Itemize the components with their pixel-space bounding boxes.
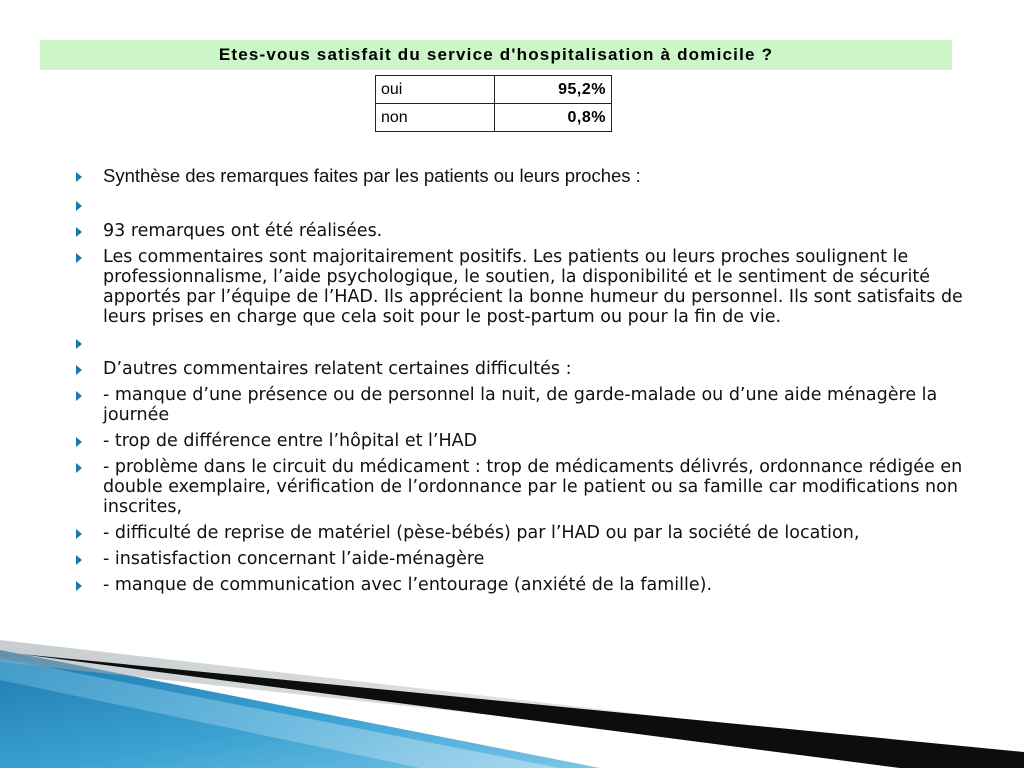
list-item — [72, 359, 964, 379]
list-item — [72, 195, 964, 215]
table-cell-label: oui — [376, 76, 495, 104]
table-cell-value: 0,8% — [495, 104, 612, 132]
list-item — [72, 385, 964, 425]
arrow-bullet-icon — [76, 555, 82, 565]
bullet-list — [72, 166, 964, 601]
arrow-bullet-icon — [76, 172, 82, 182]
list-item — [72, 431, 964, 451]
arrow-bullet-icon — [76, 463, 82, 473]
list-item-text: Synthèse des remarques faites par les patients ou leurs proches : — [103, 165, 641, 186]
list-item-text: - insatisfaction concernant l’aide-ménagère — [103, 549, 485, 569]
slide-title: Etes-vous satisfait du service d'hospitalisation à domicile ? — [40, 40, 952, 70]
arrow-bullet-icon — [76, 437, 82, 447]
list-item-text: - problème dans le circuit du médicament : trop de médicaments délivrés, ordonnance rédigée en double exemplaire, vérification de l’ordonnance par le patient ou sa famille car modifications non inscrites, — [103, 457, 963, 517]
arrow-bullet-icon — [76, 339, 82, 349]
arrow-bullet-icon — [76, 365, 82, 375]
list-item-text: 93 remarques ont été réalisées. — [103, 221, 383, 241]
list-item — [72, 221, 964, 241]
arrow-bullet-icon — [76, 581, 82, 591]
list-item — [72, 247, 964, 327]
list-item-text: Les commentaires sont majoritairement positifs. Les patients ou leurs proches soulignent le professionnalisme, l’aide psychologique, le soutien, la disponibilité et le sentiment de sécurité apportés par l’équipe de l’HAD. Ils apprécient la bonne humeur du personnel. Ils sont satisfaits de leurs prises en charge que cela soit pour le post-partum ou pour la fin de vie. — [103, 247, 963, 327]
list-item — [72, 457, 964, 517]
list-item — [72, 523, 964, 543]
arrow-bullet-icon — [76, 201, 82, 211]
list-item-text: - trop de différence entre l’hôpital et l’HAD — [103, 431, 478, 451]
list-item — [72, 549, 964, 569]
arrow-bullet-icon — [76, 391, 82, 401]
satisfaction-table — [375, 75, 612, 132]
list-item-text: - difficulté de reprise de matériel (pèse-bébés) par l’HAD ou par la société de location, — [103, 523, 860, 543]
list-item — [72, 575, 964, 595]
table-cell-value: 95,2% — [495, 76, 612, 104]
arrow-bullet-icon — [76, 227, 82, 237]
table-row — [376, 76, 612, 104]
list-item-text: D’autres commentaires relatent certaines difficultés : — [103, 359, 572, 379]
arrow-bullet-icon — [76, 529, 82, 539]
corner-decoration — [0, 640, 1024, 768]
list-item-text: - manque de communication avec l’entourage (anxiété de la famille). — [103, 575, 713, 595]
list-item — [72, 333, 964, 353]
arrow-bullet-icon — [76, 253, 82, 263]
list-item-text: - manque d’une présence ou de personnel la nuit, de garde-malade ou d’une aide ménagère la journée — [103, 385, 938, 425]
list-item — [72, 166, 964, 187]
table-row — [376, 104, 612, 132]
table-cell-label: non — [376, 104, 495, 132]
